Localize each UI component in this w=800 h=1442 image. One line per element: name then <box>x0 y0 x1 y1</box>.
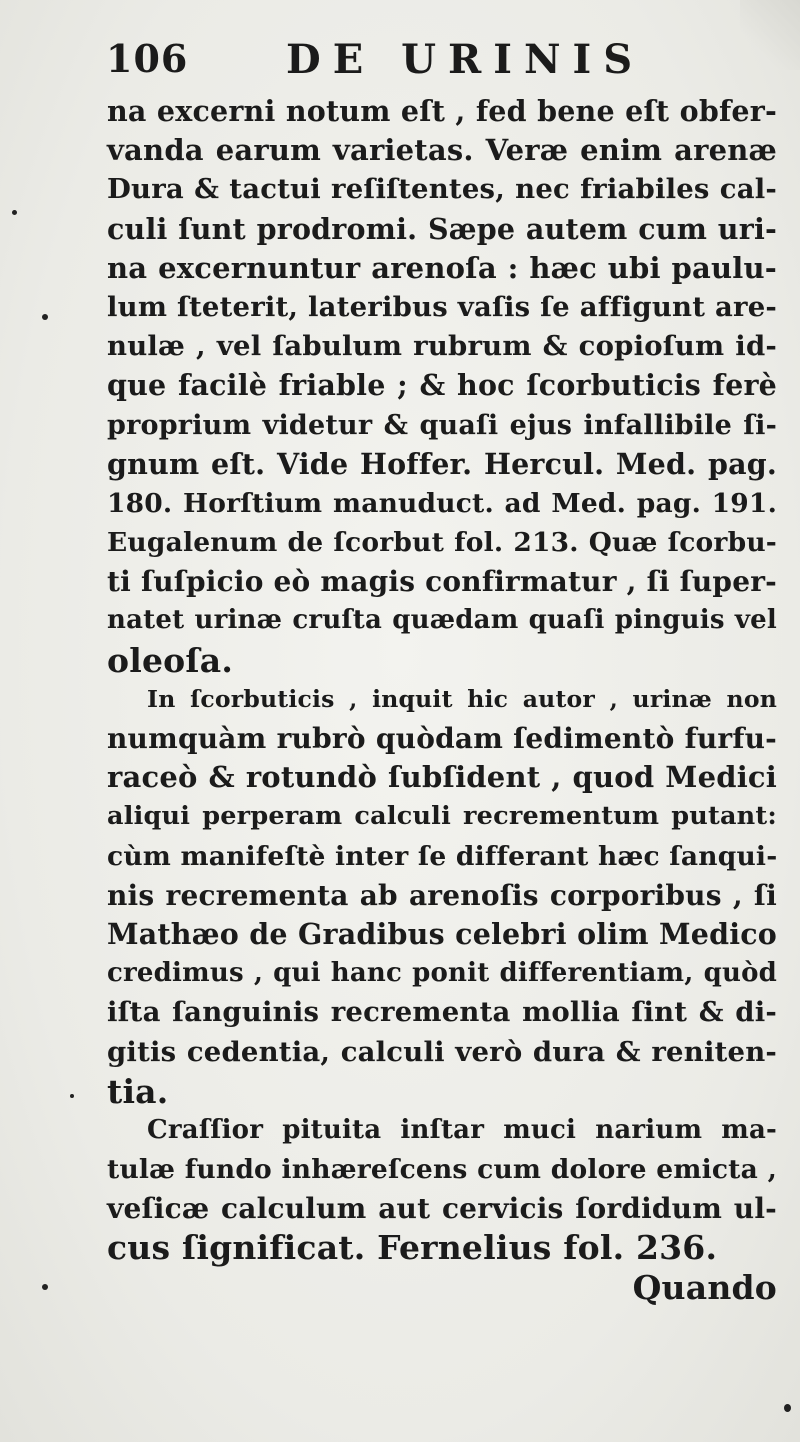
paragraph-1 <box>107 92 777 680</box>
ink-speck <box>70 1094 74 1098</box>
ink-speck <box>12 210 17 215</box>
text-line: aliqui perperam calculi recrementum putant: <box>107 801 777 832</box>
page-edge-shadow <box>740 0 800 70</box>
text-line: gnum eſt. Vide Hoffer. Hercul. Med. pag. <box>107 446 777 481</box>
text-line: proprium videtur & quaſi ejus infallibile ſi- <box>107 409 777 441</box>
body-text <box>107 92 777 1307</box>
text-line: Craſſior pituita inſtar muci narium ma- <box>147 1114 777 1145</box>
text-line: Dura & tactui reſiſtentes, nec friabiles cal- <box>107 173 777 206</box>
text-line: na excerni notum eſt , fed bene eſt obfer- <box>107 94 777 128</box>
text-line: nis recrementa ab arenoſis corporibus , ſi <box>107 878 777 912</box>
text-line: iſta ſanguinis recrementa mollia ſint & di- <box>107 996 777 1029</box>
text-line: natet urinæ cruſta quædam quaſi pinguis vel <box>107 605 777 636</box>
text-line: Eugalenum de ſcorbut fol. 213. Quæ ſcorbu- <box>107 527 777 559</box>
paragraph-2 <box>107 680 777 1111</box>
text-line: nulæ , vel ſabulum rubrum & copioſum id- <box>107 330 777 363</box>
ink-speck <box>42 1284 48 1290</box>
page-header <box>106 34 666 94</box>
text-line: lum ſteterit, lateribus vaſis ſe affigunt are- <box>107 290 777 323</box>
text-line: Mathæo de Gradibus celebri olim Medico <box>107 916 777 951</box>
text-line: culi ſunt prodromi. Sæpe autem cum uri- <box>107 211 777 246</box>
text-line: que facilè friable ; & hoc ſcorbuticis ferè <box>107 368 777 403</box>
text-line: In ſcorbuticis , inquit hic autor , urinæ non <box>147 684 777 713</box>
paragraph-3 <box>107 1111 777 1268</box>
text-line: tulæ fundo inhæreſcens cum dolore emicta , <box>107 1154 777 1186</box>
text-line: credimus , qui hanc ponit differentiam, quòd <box>107 958 777 989</box>
text-line: oleoſa. <box>107 640 234 680</box>
ink-speck <box>42 314 48 320</box>
text-line: tia. <box>107 1071 169 1111</box>
text-line: raceò & rotundò ſubſident , quod Medici <box>107 760 777 795</box>
running-title: DE URINIS <box>286 36 645 83</box>
text-line: veſicæ calculum aut cervicis ſordidum ul- <box>107 1192 777 1226</box>
text-line: cus ſignificat. Fernelius fol. 236. <box>107 1228 718 1268</box>
catchword: Quando <box>632 1267 777 1307</box>
text-line: gitis cedentia, calculi verò dura & reniten- <box>107 1035 777 1068</box>
text-line: na excernuntur arenoſa : hæc ubi paulu- <box>107 250 777 285</box>
text-line: vanda earum varietas. Veræ enim arenæ <box>107 133 777 168</box>
text-line: cùm manifeſtè inter ſe differant hæc ſanqui- <box>107 840 778 872</box>
text-line: 180. Horſtium manuduct. ad Med. pag. 191. <box>107 487 777 519</box>
page-number: 106 <box>106 36 189 81</box>
text-line: ti ſuſpicio eò magis confirmatur , ſi ſuper- <box>107 565 777 599</box>
text-line: numquàm rubrò quòdam ſedimentò furfu- <box>107 722 777 755</box>
ink-speck <box>784 1404 791 1412</box>
